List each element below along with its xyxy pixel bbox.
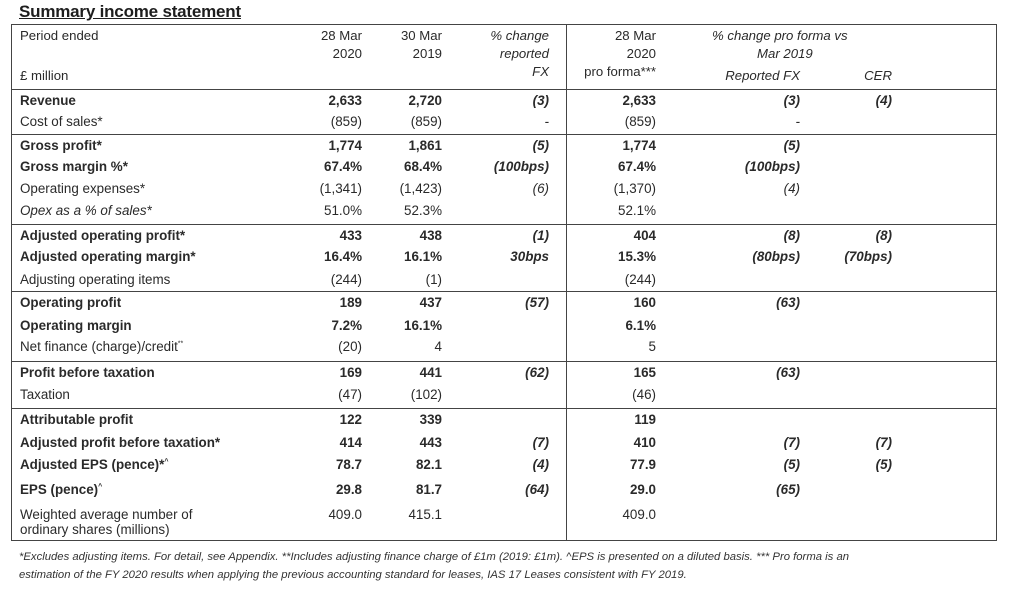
cell-c4: (1,370) bbox=[613, 181, 656, 196]
cell-c1: (244) bbox=[330, 272, 362, 287]
cell-c1: 7.2% bbox=[331, 318, 362, 333]
table-row bbox=[12, 224, 996, 247]
cell-c4: 15.3% bbox=[618, 249, 656, 264]
cell-c3: (1) bbox=[532, 228, 549, 243]
cell-c2: (102) bbox=[410, 387, 442, 402]
row-label-text: Gross margin %* bbox=[20, 159, 128, 174]
col3-header-line3: FX bbox=[532, 64, 549, 79]
row-label-text: Attributable profit bbox=[20, 412, 134, 427]
row-label-text: EPS (pence) bbox=[20, 482, 99, 497]
row-label bbox=[20, 138, 102, 153]
cell-c4: 1,774 bbox=[622, 138, 656, 153]
cell-c1: 67.4% bbox=[324, 159, 362, 174]
row-label-text: Adjusted profit before taxation* bbox=[20, 435, 221, 450]
cell-c4: 404 bbox=[633, 228, 656, 243]
cell-c4: (244) bbox=[624, 272, 656, 287]
cell-c5: (65) bbox=[776, 482, 800, 497]
cell-c1: 433 bbox=[339, 228, 362, 243]
cell-c1: 2,633 bbox=[328, 93, 362, 108]
row-label bbox=[20, 203, 152, 218]
row-label bbox=[20, 412, 133, 427]
income-statement-table bbox=[11, 24, 997, 541]
col5-header-line2: Mar 2019 bbox=[757, 46, 813, 61]
row-label bbox=[20, 435, 220, 450]
table-row bbox=[12, 384, 996, 406]
col4-header-proforma: pro forma*** bbox=[584, 64, 656, 79]
row-label-text: Operating expenses* bbox=[20, 181, 146, 196]
cell-c4: 52.1% bbox=[618, 203, 656, 218]
cell-c1: (47) bbox=[338, 387, 362, 402]
table-row bbox=[12, 454, 996, 476]
cell-c5: (63) bbox=[776, 295, 800, 310]
col5-header-sub: Reported FX bbox=[725, 68, 800, 83]
cell-c3: (3) bbox=[532, 93, 549, 108]
cell-c2: 443 bbox=[419, 435, 442, 450]
cell-c1: 29.8 bbox=[335, 482, 362, 497]
cell-c1: 409.0 bbox=[328, 507, 362, 522]
col2-header-year: 2019 bbox=[412, 46, 442, 61]
cell-c5: (4) bbox=[783, 181, 800, 196]
cell-c4: 5 bbox=[648, 339, 656, 354]
col4-header-year: 2020 bbox=[626, 46, 656, 61]
cell-c4: 2,633 bbox=[622, 93, 656, 108]
row-label-text: Cost of sales* bbox=[20, 114, 103, 129]
cell-c4: 67.4% bbox=[618, 159, 656, 174]
table-row bbox=[12, 246, 996, 268]
col3-header-line2: reported bbox=[499, 46, 549, 61]
cell-c1: 122 bbox=[339, 412, 362, 427]
footnote-marker: ^ bbox=[98, 483, 103, 491]
cell-c2: 16.1% bbox=[404, 318, 442, 333]
footnote-marker: ^ bbox=[164, 458, 169, 466]
row-label bbox=[20, 507, 192, 537]
cell-c4: 119 bbox=[634, 412, 656, 427]
cell-c6: (70bps) bbox=[844, 249, 892, 264]
table-row bbox=[12, 408, 996, 431]
row-label bbox=[20, 365, 155, 380]
footnote-marker: ** bbox=[177, 340, 184, 348]
table-row bbox=[12, 361, 996, 384]
cell-c3: - bbox=[544, 114, 549, 129]
row-label bbox=[20, 181, 145, 196]
footnote bbox=[19, 548, 1019, 584]
cell-c3: (64) bbox=[525, 482, 549, 497]
cell-c2: (1,423) bbox=[399, 181, 442, 196]
row-label bbox=[20, 318, 132, 333]
cell-c3: (57) bbox=[525, 295, 549, 310]
table-row bbox=[12, 156, 996, 178]
table-row bbox=[12, 336, 996, 358]
row-label bbox=[20, 272, 170, 287]
row-label-text: Adjusting operating items bbox=[20, 272, 171, 287]
row-label bbox=[20, 482, 102, 497]
cell-c5: - bbox=[795, 114, 800, 129]
cell-c5: (8) bbox=[783, 228, 800, 243]
cell-c1: 169 bbox=[339, 365, 362, 380]
page-title: Summary income statement bbox=[19, 2, 241, 21]
row-label-text: Profit before taxation bbox=[20, 365, 155, 380]
row-label-text-2: ordinary shares (millions) bbox=[20, 522, 170, 537]
table-row bbox=[12, 291, 996, 314]
cell-c4: 6.1% bbox=[625, 318, 656, 333]
unit-label: £ million bbox=[20, 68, 69, 83]
col3-header-line1: % change bbox=[490, 28, 549, 43]
row-label-text: Revenue bbox=[20, 93, 76, 108]
table-header bbox=[12, 25, 996, 89]
col2-header-date: 30 Mar bbox=[400, 28, 442, 43]
cell-c1: 414 bbox=[339, 435, 362, 450]
cell-c2: 2,720 bbox=[408, 93, 442, 108]
row-label-text: Operating margin bbox=[20, 318, 132, 333]
cell-c4: (859) bbox=[624, 114, 656, 129]
row-label-text: Opex as a % of sales* bbox=[20, 203, 152, 218]
row-label-text: Adjusted EPS (pence)* bbox=[20, 457, 165, 472]
cell-c1: (1,341) bbox=[319, 181, 362, 196]
cell-c2: 4 bbox=[434, 339, 442, 354]
row-label-text: Adjusted operating margin* bbox=[20, 249, 196, 264]
cell-c1: 16.4% bbox=[324, 249, 362, 264]
cell-c6: (4) bbox=[875, 93, 892, 108]
cell-c2: 52.3% bbox=[404, 203, 442, 218]
cell-c6: (8) bbox=[875, 228, 892, 243]
cell-c4: 29.0 bbox=[629, 482, 656, 497]
cell-c1: 1,774 bbox=[328, 138, 362, 153]
cell-c5: (80bps) bbox=[752, 249, 800, 264]
cell-c3: (6) bbox=[532, 181, 549, 196]
cell-c2: 415.1 bbox=[408, 507, 442, 522]
cell-c2: 81.7 bbox=[415, 482, 442, 497]
col1-header-year: 2020 bbox=[332, 46, 362, 61]
cell-c5: (5) bbox=[783, 138, 800, 153]
period-label: Period ended bbox=[20, 28, 99, 43]
row-label bbox=[20, 228, 185, 243]
cell-c4: 160 bbox=[633, 295, 656, 310]
cell-c2: 1,861 bbox=[408, 138, 442, 153]
row-label-text: Weighted average number of bbox=[20, 507, 193, 522]
cell-c3: (100bps) bbox=[493, 159, 549, 174]
cell-c2: 438 bbox=[419, 228, 442, 243]
row-label bbox=[20, 159, 128, 174]
table-row bbox=[12, 315, 996, 337]
cell-c3: (62) bbox=[525, 365, 549, 380]
cell-c6: (7) bbox=[875, 435, 892, 450]
cell-c3: (4) bbox=[532, 457, 549, 472]
cell-c5: (5) bbox=[783, 457, 800, 472]
cell-c4: 409.0 bbox=[622, 507, 656, 522]
row-label-text: Taxation bbox=[20, 387, 70, 402]
cell-c1: (20) bbox=[338, 339, 362, 354]
row-label bbox=[20, 339, 183, 354]
row-label bbox=[20, 295, 121, 310]
table-row bbox=[12, 111, 996, 133]
cell-c2: 82.1 bbox=[415, 457, 442, 472]
table-row bbox=[12, 504, 996, 537]
table-row bbox=[12, 178, 996, 200]
col4-header-date: 28 Mar bbox=[614, 28, 656, 43]
cell-c3: 30bps bbox=[510, 249, 549, 264]
table-row bbox=[12, 134, 996, 157]
cell-c2: 441 bbox=[419, 365, 442, 380]
table-row bbox=[12, 432, 996, 454]
cell-c2: (1) bbox=[425, 272, 442, 287]
cell-c6: (5) bbox=[875, 457, 892, 472]
table-row bbox=[12, 269, 996, 291]
cell-c4: 77.9 bbox=[629, 457, 656, 472]
cell-c1: 78.7 bbox=[335, 457, 362, 472]
row-label-text: Net finance (charge)/credit bbox=[20, 339, 178, 354]
col6-header-sub: CER bbox=[864, 68, 892, 83]
row-label bbox=[20, 114, 103, 129]
row-label-text: Gross profit* bbox=[20, 138, 102, 153]
table-row bbox=[12, 479, 996, 501]
row-label bbox=[20, 457, 168, 472]
row-label-text: Adjusted operating profit* bbox=[20, 228, 186, 243]
cell-c4: (46) bbox=[632, 387, 656, 402]
cell-c4: 410 bbox=[633, 435, 656, 450]
cell-c3: (5) bbox=[532, 138, 549, 153]
cell-c1: (859) bbox=[330, 114, 362, 129]
table-row bbox=[12, 200, 996, 222]
cell-c5: (100bps) bbox=[744, 159, 800, 174]
cell-c3: (7) bbox=[532, 435, 549, 450]
cell-c2: 437 bbox=[419, 295, 442, 310]
row-label-text: Operating profit bbox=[20, 295, 122, 310]
cell-c1: 51.0% bbox=[324, 203, 362, 218]
cell-c5: (63) bbox=[776, 365, 800, 380]
row-label bbox=[20, 249, 196, 264]
cell-c2: 16.1% bbox=[404, 249, 442, 264]
cell-c4: 165 bbox=[633, 365, 656, 380]
footnote-line-1: *Excludes adjusting items. For detail, see Appendix. **Includes adjusting finance charge of £1m (2019: £1m). ^EPS is presented on a diluted basis. *** Pro forma is an bbox=[19, 551, 850, 563]
cell-c2: 339 bbox=[419, 412, 442, 427]
cell-c5: (3) bbox=[783, 93, 800, 108]
cell-c1: 189 bbox=[339, 295, 362, 310]
table-row bbox=[12, 89, 996, 112]
col1-header-date: 28 Mar bbox=[320, 28, 362, 43]
col5-header-line1: % change pro forma vs bbox=[712, 28, 848, 43]
row-label bbox=[20, 387, 70, 402]
cell-c5: (7) bbox=[783, 435, 800, 450]
cell-c2: (859) bbox=[410, 114, 442, 129]
cell-c2: 68.4% bbox=[404, 159, 442, 174]
row-label bbox=[20, 93, 76, 108]
footnote-line-2: estimation of the FY 2020 results when applying the previous accounting standard for leases, IAS 17 Leases consistent with FY 2019. bbox=[19, 569, 687, 581]
